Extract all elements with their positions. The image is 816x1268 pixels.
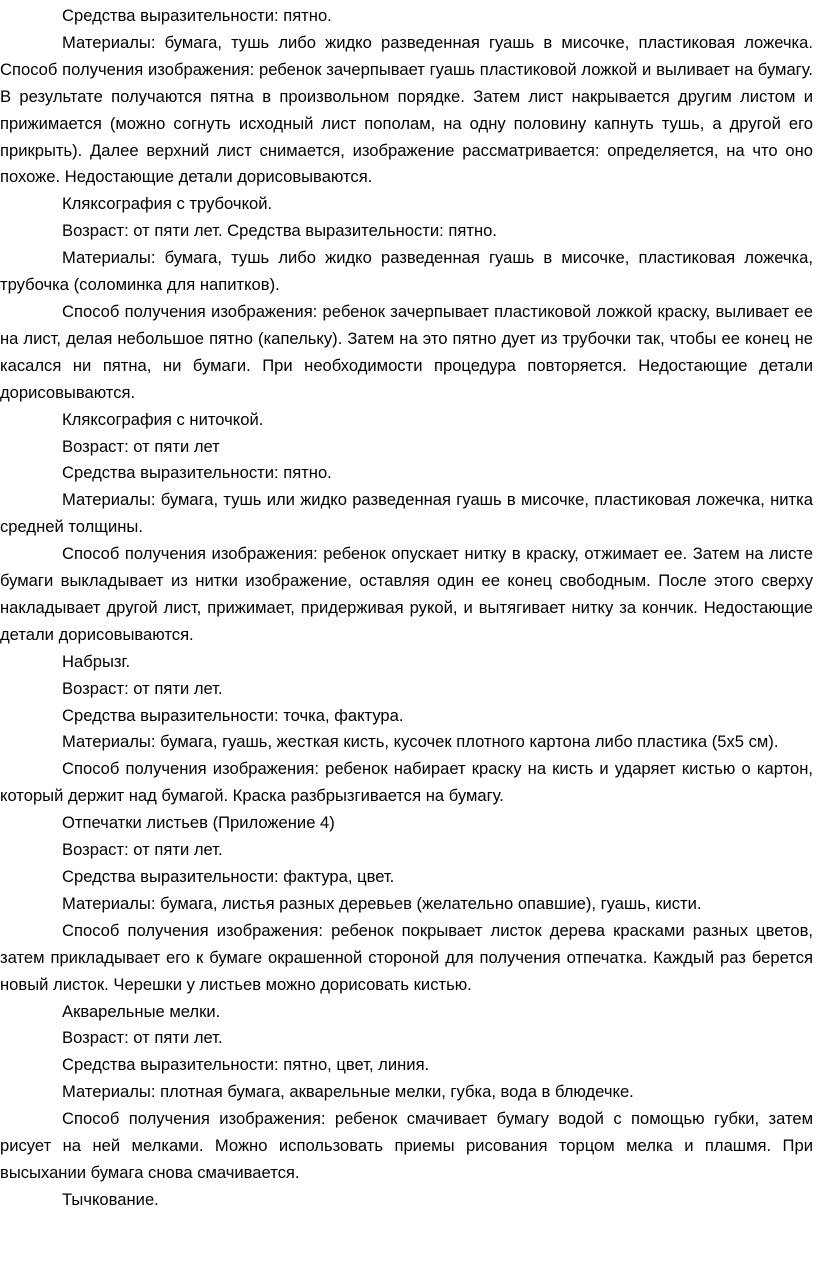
paragraph: Материалы: бумага, гуашь, жесткая кисть, кусочек плотного картона либо пластика (5х5 см). <box>62 732 779 752</box>
paragraph: Набрызг. <box>62 651 131 671</box>
paragraph: Возраст: от пяти лет. <box>62 1028 223 1048</box>
paragraph: Средства выразительности: точка, фактура. <box>62 705 404 725</box>
paragraph: Возраст: от пяти лет. <box>62 840 223 860</box>
paragraph: Кляксография с ниточкой. <box>62 409 264 429</box>
paragraph: Средства выразительности: пятно, цвет, линия. <box>62 1055 430 1075</box>
paragraph: Возраст: от пяти лет. <box>62 678 223 698</box>
paragraph: Возраст: от пяти лет. Средства выразительности: пятно. <box>62 221 497 241</box>
paragraph: Тычкование. <box>62 1189 159 1209</box>
paragraph: Материалы: бумага, тушь либо жидко разведенная гуашь в мисочке, пластиковая ложечка, трубочка (соломинка для напитков). <box>0 248 813 295</box>
paragraph: Кляксография с трубочкой. <box>62 194 273 214</box>
paragraph: Отпечатки листьев (Приложение 4) <box>62 813 335 833</box>
paragraph: Способ получения изображения: ребенок покрывает листок дерева красками разных цветов, затем прикладывает его к бумаге окрашенной стороной для получения отпечатка. Каждый раз берется новый листок. Черешки у листьев можно дорисовать кистью. <box>0 920 813 994</box>
paragraph: Акварельные мелки. <box>62 1001 221 1021</box>
paragraph: Способ получения изображения: ребенок набирает краску на кисть и ударяет кистью о картон, который держит над бумагой. Краска разбрызгивается на бумагу. <box>0 759 813 806</box>
paragraph: Средства выразительности: фактура, цвет. <box>62 867 395 886</box>
paragraph: Материалы: плотная бумага, акварельные мелки, губка, вода в блюдечке. <box>62 1082 634 1102</box>
paragraph: Материалы: бумага, тушь или жидко разведенная гуашь в мисочке, пластиковая ложечка, нитка средней толщины. <box>0 490 813 537</box>
paragraph: Материалы: бумага, листья разных деревьев (желательно опавшие), гуашь, кисти. <box>62 893 702 913</box>
paragraph: Способ получения изображения: ребенок зачерпывает пластиковой ложкой краску, выливает ее на лист, делая небольшое пятно (капельку). Затем на это пятно дует из трубочки так, чтобы ее конец не касался ни пятна, ни бумаги. При необходимости процедура повторяется. Недостающие детали дорисовываются. <box>0 301 813 402</box>
paragraph: Материалы: бумага, тушь либо жидко разведенная гуашь в мисочке, пластиковая ложечка. Способ получения изображения: ребенок зачерпывает гуашь пластиковой ложкой и выливает на бумагу. В результате получаются пятна в произвольном порядке. Затем лист накрывается другим листом и прижимается (можно согнуть исходный лист пополам, на одну половину капнуть тушь, а другой его прикрыть). Далее верхний лист снимается, изображение рассматривается: определяется, на что оно похоже. Недостающие детали дорисовываются. <box>0 32 813 187</box>
paragraph: Возраст: от пяти лет <box>62 436 220 456</box>
paragraph: Способ получения изображения: ребенок смачивает бумагу водой с помощью губки, затем рисует на ней мелками. Можно использовать приемы рисования торцом мелка и плашмя. При высыхании бумага снова смачивается. <box>0 1109 813 1182</box>
paragraph: Средства выразительности: пятно. <box>62 6 332 25</box>
paragraph: Способ получения изображения: ребенок опускает нитку в краску, отжимает ее. Затем на листе бумаги выкладывает из нитки изображение, оставляя один ее конец свободным. После этого сверху накладывает другой лист, прижимает, придерживая рукой, и вытягивает нитку за кончик. Недостающие детали дорисовываются. <box>0 544 813 644</box>
paragraph: Средства выразительности: пятно. <box>62 463 332 483</box>
